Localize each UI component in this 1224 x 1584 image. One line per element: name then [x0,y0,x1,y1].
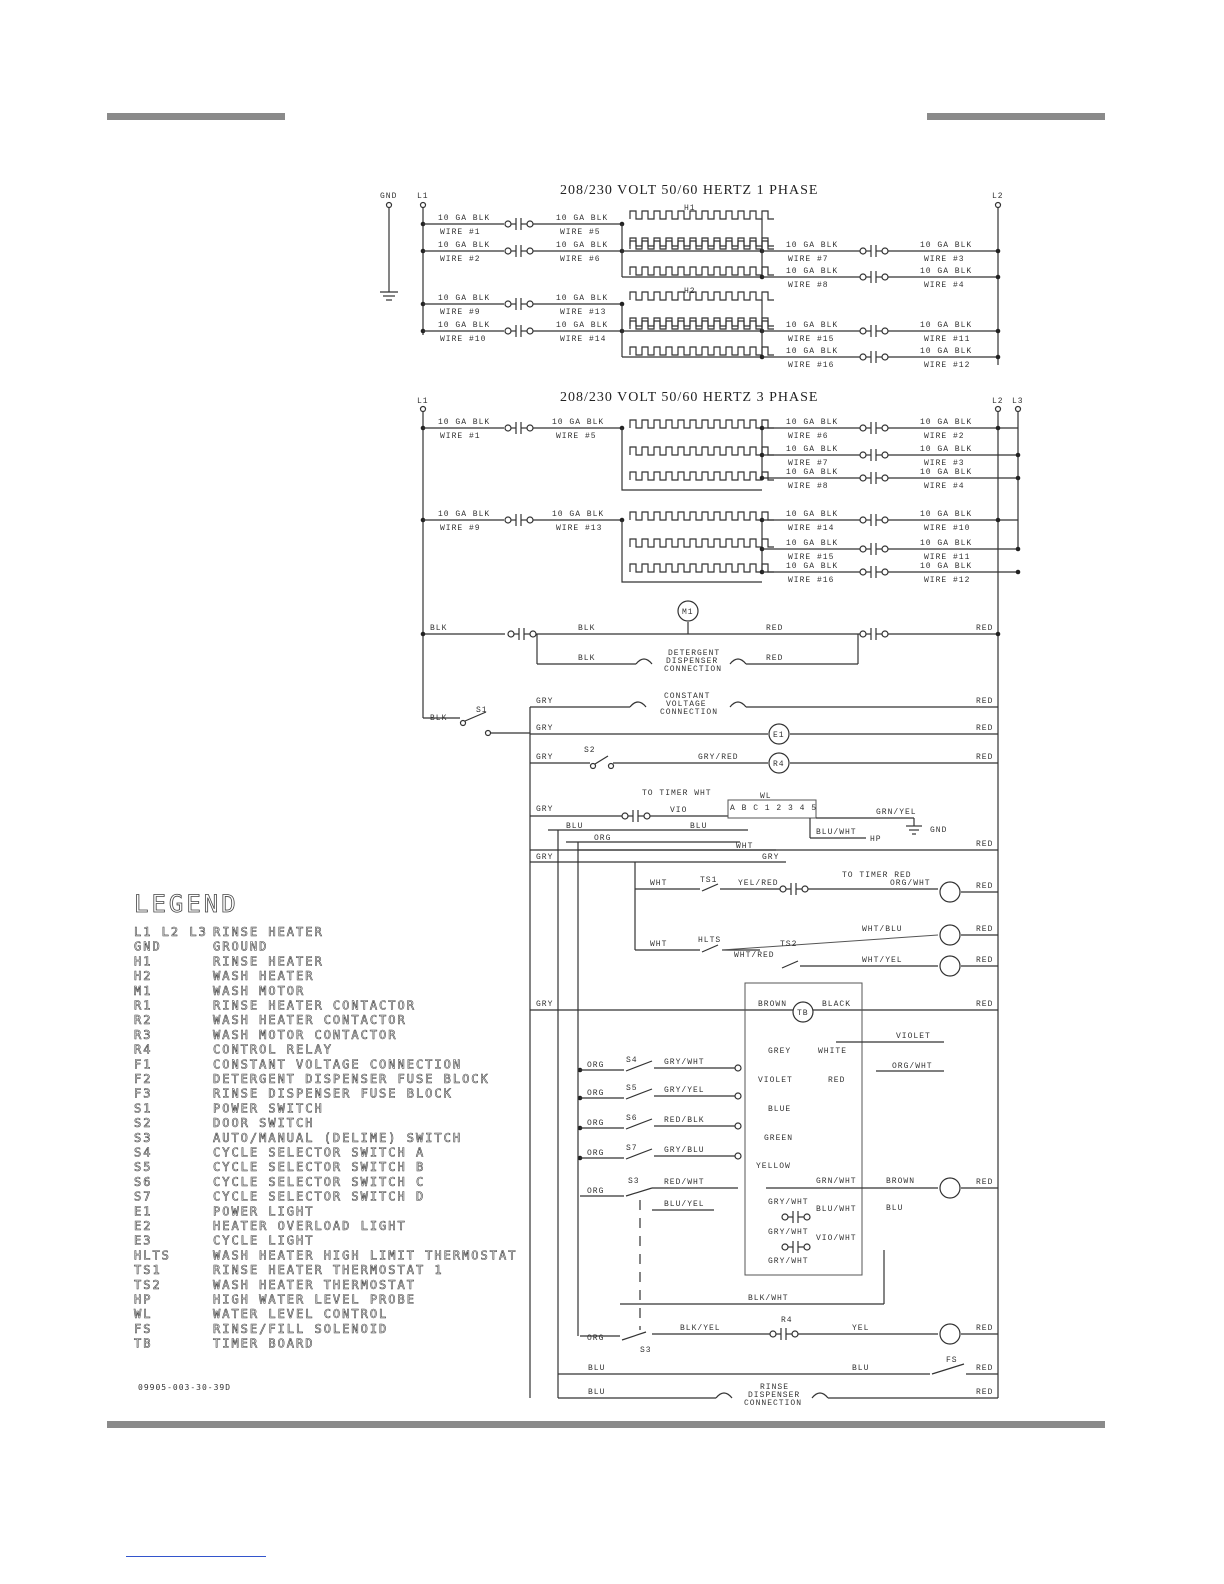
svg-text:BLU/WHT: BLU/WHT [816,828,857,837]
svg-text:GRY/WHT: GRY/WHT [768,1198,809,1207]
legend-code: R2 [134,1013,153,1028]
l1-label-1ph: L1 [417,192,429,201]
legend-code: E1 [134,1204,153,1219]
wire-number: WIRE #8 [788,482,829,491]
heater-element [630,238,774,246]
svg-text:VIOLET: VIOLET [896,1032,931,1041]
wire-gauge-label: 10 GA BLK [920,539,973,548]
legend-description: RINSE HEATER THERMOSTAT 1 [213,1263,444,1278]
legend-code: TB [134,1336,153,1351]
svg-text:GRY: GRY [536,724,554,733]
fs-rinse-fill-solenoid [932,1364,964,1374]
wire-number: WIRE #14 [788,524,835,533]
svg-text:BLK/YEL: BLK/YEL [680,1324,721,1333]
legend-description: WASH HEATER THERMOSTAT [213,1277,416,1292]
svg-text:WHT/BLU: WHT/BLU [862,925,903,934]
heater-element [630,472,774,480]
legend-description: WASH HEATER [213,969,315,984]
wire-number: WIRE #7 [788,255,829,264]
legend-description: RINSE/FILL SOLENOID [213,1321,389,1336]
svg-text:GRY/WHT: GRY/WHT [768,1257,809,1266]
l3-label-3ph: L3 [1012,397,1024,406]
wire-gauge-label: 10 GA BLK [920,445,973,454]
svg-text:GND: GND [930,826,948,835]
contactor-contact [860,271,888,283]
r3-contact [508,628,536,640]
wire-gauge-label: 10 GA BLK [438,321,491,330]
svg-text:TB: TB [797,1009,809,1018]
legend-description: DOOR SWITCH [213,1116,315,1131]
svg-text:RED: RED [976,840,994,849]
ts1-thermostat [702,884,718,891]
svg-text:ORG: ORG [587,1187,605,1196]
legend-description: WASH MOTOR [213,983,306,998]
contactor-contact [860,514,888,526]
svg-text:RED: RED [976,753,994,762]
wire-number: WIRE #10 [924,524,971,533]
svg-text:E1: E1 [773,731,785,740]
legend-code: L1 L2 L3 [134,925,208,939]
svg-text:GRY: GRY [536,753,554,762]
heater-element [630,564,774,572]
svg-text:BLUE: BLUE [768,1105,792,1114]
legend-code: S6 [134,1174,153,1189]
svg-text:CONNECTION: CONNECTION [660,708,719,717]
wire-gauge-label: 10 GA BLK [920,510,973,519]
svg-text:BLU: BLU [886,1204,904,1213]
wire-number: WIRE #13 [556,524,603,533]
wire-number: WIRE #7 [788,459,829,468]
svg-text:BLU/YEL: BLU/YEL [664,1200,705,1209]
wire-number: WIRE #12 [924,361,971,370]
contactor-contact [505,298,533,310]
legend-description: WASH MOTOR CONTACTOR [213,1027,398,1042]
heater-element [630,420,774,428]
legend-description: TIMER BOARD [213,1336,315,1351]
contactor-contact [860,351,888,363]
wire-color-label: GRY/WHT [664,1058,705,1067]
legend-code: WL [134,1307,153,1322]
legend-code: TS1 [134,1263,162,1278]
legend-code: F1 [134,1057,153,1072]
wire-gauge-label: 10 GA BLK [556,294,609,303]
svg-text:S3: S3 [640,1346,652,1355]
svg-text:R4: R4 [781,1316,793,1325]
svg-text:GRY: GRY [536,1000,554,1009]
svg-text:RED: RED [976,1324,994,1333]
wire-gauge-label: 10 GA BLK [786,321,839,330]
legend-code: TS2 [134,1277,162,1292]
legend-code: M1 [134,983,153,998]
legend-description: AUTO/MANUAL (DELIME) SWITCH [213,1130,463,1145]
legend-code: S5 [134,1160,153,1175]
legend-description: CYCLE SELECTOR SWITCH C [213,1174,426,1189]
wire-gauge-label: 10 GA BLK [920,347,973,356]
svg-text:RED: RED [976,624,994,633]
contactor-contact [860,543,888,555]
legend-description: POWER LIGHT [213,1204,315,1219]
svg-text:GRY: GRY [536,805,554,814]
h2-label: H2 [684,287,696,296]
title-1-phase: 208/230 VOLT 50/60 HERTZ 1 PHASE [560,183,819,198]
legend-code: HP [134,1292,153,1307]
svg-text:RED: RED [976,956,994,965]
wire-number: WIRE #5 [556,432,597,441]
wire-color-label: GRY/YEL [664,1086,705,1095]
h1-label: H1 [684,204,696,213]
legend-code: S4 [134,1145,153,1160]
svg-text:GREY: GREY [768,1047,792,1056]
wire-gauge-label: 10 GA BLK [438,294,491,303]
legend-description: POWER SWITCH [213,1101,324,1116]
svg-text:BLU: BLU [588,1388,606,1397]
wire-number: WIRE #16 [788,576,835,585]
heater-element [630,347,774,355]
contactor-contact [505,514,533,526]
wire-number: WIRE #10 [440,335,487,344]
legend-code: R1 [134,998,153,1013]
wire-gauge-label: 10 GA BLK [920,241,973,250]
contactor-contact [860,422,888,434]
svg-text:VOLTAGE: VOLTAGE [666,700,707,709]
svg-text:GRY: GRY [536,697,554,706]
wire-gauge-label: 10 GA BLK [786,418,839,427]
wire-number: WIRE #15 [788,335,835,344]
svg-text:ORG: ORG [587,1334,605,1343]
wire-number: WIRE #11 [924,553,971,562]
heater-element [630,512,774,520]
contactor-contact [860,245,888,257]
svg-text:GRN/YEL: GRN/YEL [876,808,917,817]
hlts-thermostat [702,945,718,952]
legend-description: HIGH WATER LEVEL PROBE [213,1292,416,1307]
heater-element [630,447,774,455]
contactor-contact [860,449,888,461]
wire-number: WIRE #9 [440,308,481,317]
gnd-label: GND [380,192,398,201]
s3-auto-manual-switch [626,1188,652,1196]
svg-text:ORG/WHT: ORG/WHT [892,1062,933,1071]
wire-gauge-label: 10 GA BLK [556,241,609,250]
wire-gauge-label: 10 GA BLK [552,510,605,519]
wire-number: WIRE #1 [440,432,481,441]
wire-number: WIRE #2 [440,255,481,264]
legend-code: S7 [134,1189,153,1204]
svg-text:HP: HP [870,835,882,844]
svg-text:GREEN: GREEN [764,1134,794,1143]
l2-label-3ph: L2 [992,397,1004,406]
wire-number: WIRE #8 [788,281,829,290]
svg-text:BLACK: BLACK [822,1000,852,1009]
contactor-contact [505,422,533,434]
legend-code: F3 [134,1086,153,1101]
svg-text:BROWN: BROWN [886,1177,916,1186]
wire-gauge-label: 10 GA BLK [920,321,973,330]
svg-text:CONNECTION: CONNECTION [744,1399,803,1408]
legend-description: CYCLE SELECTOR SWITCH D [213,1189,426,1204]
svg-text:BLU: BLU [690,822,708,831]
legend-description: RINSE HEATER CONTACTOR [213,998,416,1013]
svg-text:RED: RED [766,654,784,663]
wire-number: WIRE #2 [924,432,965,441]
svg-text:S2: S2 [584,746,596,755]
legend-description: DETERGENT DISPENSER FUSE BLOCK [213,1072,490,1086]
gnd-terminal [387,203,392,208]
wire-gauge-label: 10 GA BLK [438,510,491,519]
legend-description: RINSE DISPENSER FUSE BLOCK [213,1086,453,1101]
svg-text:DETERGENT: DETERGENT [668,649,721,658]
legend-code: FS [134,1321,153,1336]
svg-text:WHT/YEL: WHT/YEL [862,956,903,965]
r2-coil-icon [940,956,960,976]
legend-code: R3 [134,1027,153,1042]
wire-number: WIRE #11 [924,335,971,344]
svg-text:YELLOW: YELLOW [756,1162,791,1171]
wire-gauge-label: 10 GA BLK [786,510,839,519]
legend-code: S1 [134,1101,153,1116]
wire-number: WIRE #16 [788,361,835,370]
wire-gauge-label: 10 GA BLK [786,562,839,571]
wire-gauge-label: 10 GA BLK [920,468,973,477]
wire-number: WIRE #5 [560,228,601,237]
legend-code: GND [134,939,162,954]
svg-text:RED: RED [976,1178,994,1187]
svg-text:A B C 1 2 3 4 5: A B C 1 2 3 4 5 [730,804,818,813]
heater-element [630,267,774,275]
section-3-phase [417,390,1024,1398]
svg-text:WHT/RED: WHT/RED [734,951,775,960]
wire-gauge-label: 10 GA BLK [552,418,605,427]
svg-text:RED: RED [976,882,994,891]
wire-gauge-label: 10 GA BLK [786,347,839,356]
wire-number: WIRE #9 [440,524,481,533]
svg-text:WHT: WHT [650,940,668,949]
wire-color-label: RED/BLK [664,1116,705,1125]
legend-code: R4 [134,1042,153,1057]
svg-text:BLU/WHT: BLU/WHT [816,1205,857,1214]
r3-coil-icon [940,1324,960,1344]
svg-text:RED: RED [976,1364,994,1373]
svg-text:BLK: BLK [578,624,596,633]
contactor-contact [505,325,533,337]
svg-text:DISPENSER: DISPENSER [666,657,719,666]
svg-text:BLU: BLU [566,822,584,831]
svg-text:WHT: WHT [650,879,668,888]
svg-text:RED: RED [976,1000,994,1009]
legend-code: H1 [134,954,153,969]
wire-color-label: ORG [587,1149,605,1158]
svg-text:TS1: TS1 [700,876,718,885]
wire-color-label: ORG [587,1119,605,1128]
title-3-phase: 208/230 VOLT 50/60 HERTZ 3 PHASE [560,390,819,405]
svg-text:ORG/WHT: ORG/WHT [890,879,931,888]
svg-text:GRY: GRY [762,853,780,862]
contactor-contact [860,472,888,484]
wire-gauge-label: 10 GA BLK [786,468,839,477]
wire-gauge-label: 10 GA BLK [786,267,839,276]
legend-description: CYCLE SELECTOR SWITCH A [213,1145,426,1160]
svg-text:YEL: YEL [852,1324,870,1333]
wire-number: WIRE #6 [788,432,829,441]
heater-element [630,211,774,219]
svg-text:RED: RED [766,624,784,633]
selector-switch-label: S7 [626,1144,638,1153]
wire-gauge-label: 10 GA BLK [920,267,973,276]
section-1-phase [380,183,1004,370]
svg-text:BLU: BLU [588,1364,606,1373]
contactor-contact [860,566,888,578]
legend-description: RINSE HEATER [213,925,324,939]
contactor-contact [505,218,533,230]
wire-number: WIRE #1 [440,228,481,237]
legend-description: WASH HEATER HIGH LIMIT THERMOSTAT [213,1248,518,1263]
ts2-thermostat [782,961,798,968]
contactor-contact [860,325,888,337]
selector-switch-label: S6 [626,1114,638,1123]
svg-text:RED: RED [976,697,994,706]
svg-text:BLK: BLK [430,714,448,723]
legend-code: F2 [134,1072,153,1086]
legend-code: S3 [134,1130,153,1145]
doc-number: 09905-003-30-39D [138,1383,232,1392]
heater-element [630,539,774,547]
legend-code: HLTS [134,1248,171,1263]
legend-description: CYCLE SELECTOR SWITCH B [213,1160,426,1175]
svg-text:VIOLET: VIOLET [758,1076,793,1085]
legend-title: LEGEND [134,890,239,918]
svg-text:BLK/WHT: BLK/WHT [748,1294,789,1303]
s2-door-switch [595,756,608,764]
legend-code: H2 [134,969,153,984]
wire-number: WIRE #15 [788,553,835,562]
wire-number: WIRE #3 [924,255,965,264]
legend-description: CYCLE LIGHT [213,1233,315,1248]
legend-code: E2 [134,1219,153,1233]
wire-number: WIRE #14 [560,335,607,344]
svg-text:M1: M1 [682,608,694,617]
svg-text:BLU: BLU [852,1364,870,1373]
wire-gauge-label: 10 GA BLK [556,214,609,223]
control-circuit [421,601,1001,1408]
wire-color-label: GRY/BLU [664,1146,705,1155]
svg-text:CONNECTION: CONNECTION [664,665,723,674]
wire-gauge-label: 10 GA BLK [556,321,609,330]
wire-gauge-label: 10 GA BLK [438,418,491,427]
svg-text:ORG: ORG [594,834,612,843]
legend-description: CONSTANT VOLTAGE CONNECTION [213,1057,463,1072]
legend-description: GROUND [213,939,269,954]
r1-coil-icon [940,882,960,902]
wire-gauge-label: 10 GA BLK [786,241,839,250]
l1-label-3ph: L1 [417,397,429,406]
svg-text:WL: WL [760,792,772,801]
wire-number: WIRE #4 [924,281,965,290]
svg-text:HLTS: HLTS [698,936,722,945]
svg-text:GRY: GRY [536,853,554,862]
r4-contact [622,810,650,822]
svg-text:VIO: VIO [670,806,688,815]
e3-cycle-light-icon [940,1178,960,1198]
svg-text:TS2: TS2 [780,940,798,949]
wire-gauge-label: 10 GA BLK [920,418,973,427]
svg-text:RED/WHT: RED/WHT [664,1178,705,1187]
svg-text:RED: RED [828,1076,846,1085]
svg-text:GRY/WHT: GRY/WHT [768,1228,809,1237]
svg-text:WHT: WHT [736,842,754,851]
svg-text:CONSTANT: CONSTANT [664,692,711,701]
wire-number: WIRE #6 [560,255,601,264]
svg-text:WHITE: WHITE [818,1047,848,1056]
svg-text:S1: S1 [476,706,488,715]
wire-number: WIRE #12 [924,576,971,585]
wire-color-label: ORG [587,1089,605,1098]
svg-text:DISPENSER: DISPENSER [748,1391,801,1400]
svg-text:TO TIMER WHT: TO TIMER WHT [642,789,712,798]
legend-description: CONTROL RELAY [213,1042,333,1057]
wire-number: WIRE #13 [560,308,607,317]
heater-element [630,292,774,300]
legend [134,890,517,1392]
legend-code: E3 [134,1233,153,1248]
contactor-contact [505,245,533,257]
svg-text:TO TIMER RED: TO TIMER RED [842,871,912,880]
svg-text:S3: S3 [628,1177,640,1186]
svg-text:R4: R4 [773,760,785,769]
wire-gauge-label: 10 GA BLK [920,562,973,571]
selector-switch-label: S4 [626,1056,638,1065]
heater-element [630,318,774,326]
legend-code: S2 [134,1116,153,1131]
l2-label-1ph: L2 [992,192,1004,201]
r3-contact-2 [860,628,888,640]
legend-description: WATER LEVEL CONTROL [213,1307,389,1322]
wire-color-label: ORG [587,1061,605,1070]
svg-text:YEL/RED: YEL/RED [738,879,779,888]
svg-text:FS: FS [946,1356,958,1365]
wire-number: WIRE #3 [924,459,965,468]
wire-number: WIRE #4 [924,482,965,491]
svg-text:GRN/WHT: GRN/WHT [816,1177,857,1186]
svg-text:VIO/WHT: VIO/WHT [816,1234,857,1243]
legend-description: RINSE HEATER [213,954,324,969]
e2-overload-light-icon [940,925,960,945]
svg-text:BLK: BLK [578,654,596,663]
selector-switch-label: S5 [626,1084,638,1093]
wire-gauge-label: 10 GA BLK [438,214,491,223]
legend-description: WASH HEATER CONTACTOR [213,1013,407,1028]
svg-text:BLK: BLK [430,624,448,633]
wire-gauge-label: 10 GA BLK [786,445,839,454]
wire-gauge-label: 10 GA BLK [438,241,491,250]
svg-text:RED: RED [976,925,994,934]
svg-text:BROWN: BROWN [758,1000,788,1009]
legend-description: HEATER OVERLOAD LIGHT [213,1219,407,1233]
wire-gauge-label: 10 GA BLK [786,539,839,548]
svg-text:RINSE: RINSE [760,1383,790,1392]
svg-text:GRY/RED: GRY/RED [698,753,739,762]
svg-text:RED: RED [976,1388,994,1397]
svg-text:RED: RED [976,724,994,733]
